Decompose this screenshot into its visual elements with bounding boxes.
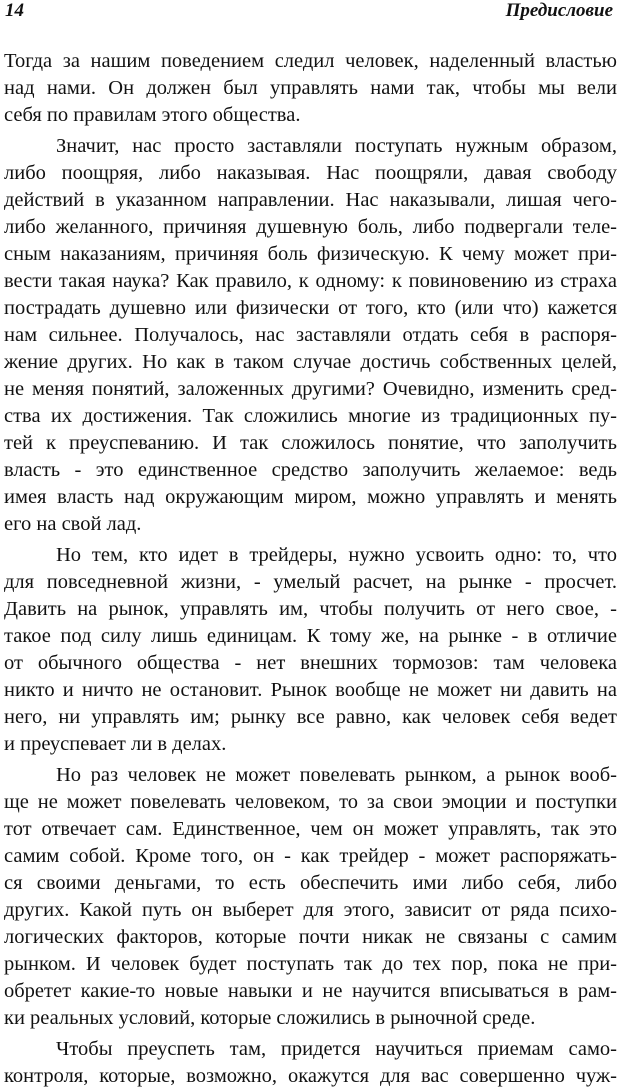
paragraph: [4, 133, 617, 538]
text-line: Но раз человек не может повелевать рынком, а рынок вооб-: [56, 764, 617, 786]
text-line: логических факторов, которые почти никак не связаны с самим: [4, 926, 617, 948]
text-line: него, ни управлять им; рынку все равно, как человек себя ведет: [4, 706, 617, 728]
text-line: над нами. Он должен был управлять нами так, чтобы мы вели: [4, 77, 617, 99]
body-text: [4, 48, 617, 1090]
text-line: себя по правилам этого общества.: [4, 104, 301, 126]
text-line: нам сильнее. Получалось, нас заставляли отдать себя в распоря-: [4, 324, 617, 346]
text-line: пострадать душевно или физически от того, кто (или что) кажется: [4, 297, 617, 319]
text-line: и преуспевает ли в делах.: [4, 733, 227, 755]
text-line: от обычного общества - нет внешних тормозов: там человека: [4, 652, 617, 674]
text-line: ки реальных условий, которые сложились в рыночной среде.: [4, 1007, 536, 1029]
paragraph: [4, 762, 617, 1032]
text-line: ся своими деньгами, то есть обеспечить ими либо себя, либо: [4, 872, 617, 894]
text-line: Давить на рынок, управлять им, чтобы получить от него свое, -: [4, 598, 617, 620]
text-line: тот отвечает сам. Единственное, чем он может управлять, так это: [4, 818, 617, 840]
text-line: контроля, которые, возможно, окажутся для вас совершенно чуж-: [4, 1065, 617, 1087]
text-line: Значит, нас просто заставляли поступать нужным образом,: [56, 135, 617, 157]
text-line: власть - это единственное средство заполучить желаемое: ведь: [4, 459, 617, 481]
chapter-title: Предисловие: [505, 0, 613, 21]
paragraph: [4, 48, 617, 129]
text-line: Но тем, кто идет в трейдеры, нужно усвоить одно: то, что: [56, 544, 617, 566]
text-line: для повседневной жизни, - умелый расчет, на рынке - просчет.: [4, 571, 617, 593]
text-line: сным наказаниям, причиняя боль физическую. К чему может при-: [4, 243, 617, 265]
text-line: самим собой. Кроме того, он - как трейдер - может распоряжать-: [4, 845, 617, 867]
text-line: не меняя понятий, заложенных другими? Очевидно, изменить сред-: [4, 378, 617, 400]
text-line: имея власть над окружающим миром, можно управлять и менять: [4, 486, 617, 508]
text-line: Чтобы преуспеть там, придется научиться приемам само-: [56, 1038, 617, 1060]
text-line: никто и ничто не остановит. Рынок вообще не может ни давить на: [4, 679, 617, 701]
text-line: ства их достижения. Так сложились многие из традиционных пу-: [4, 405, 617, 427]
text-line: обретет какие-то новые навыки и не научится вписываться в рам-: [4, 980, 617, 1002]
text-line: вести такая наука? Как правило, к одному: к повиновению из страха: [4, 270, 617, 292]
text-line: тей к преуспеванию. И так сложилось понятие, что заполучить: [4, 432, 617, 454]
paragraph: [4, 1036, 617, 1090]
paragraph: [4, 542, 617, 758]
text-line: Тогда за нашим поведением следил человек, наделенный властью: [4, 50, 617, 72]
running-head: [4, 0, 617, 26]
text-line: жение других. Но как в таком случае достичь собственных целей,: [4, 351, 617, 373]
text-line: его на свой лад.: [4, 513, 142, 535]
page-number: 14: [5, 0, 24, 21]
text-line: такое под силу лишь единицам. К тому же, на рынке - в отличие: [4, 625, 617, 647]
text-line: других. Какой путь он выберет для этого, зависит от ряда психо-: [4, 899, 617, 921]
text-line: рынком. И человек будет поступать так до тех пор, пока не при-: [4, 953, 617, 975]
text-line: действий в указанном направлении. Нас наказывали, лишая чего-: [4, 189, 617, 211]
text-line: либо желанного, причиняя душевную боль, либо подвергали теле-: [4, 216, 617, 238]
text-line: ще не может повелевать человеком, то за свои эмоции и поступки: [4, 791, 617, 813]
text-line: либо поощряя, либо наказывая. Нас поощряли, давая свободу: [4, 162, 617, 184]
